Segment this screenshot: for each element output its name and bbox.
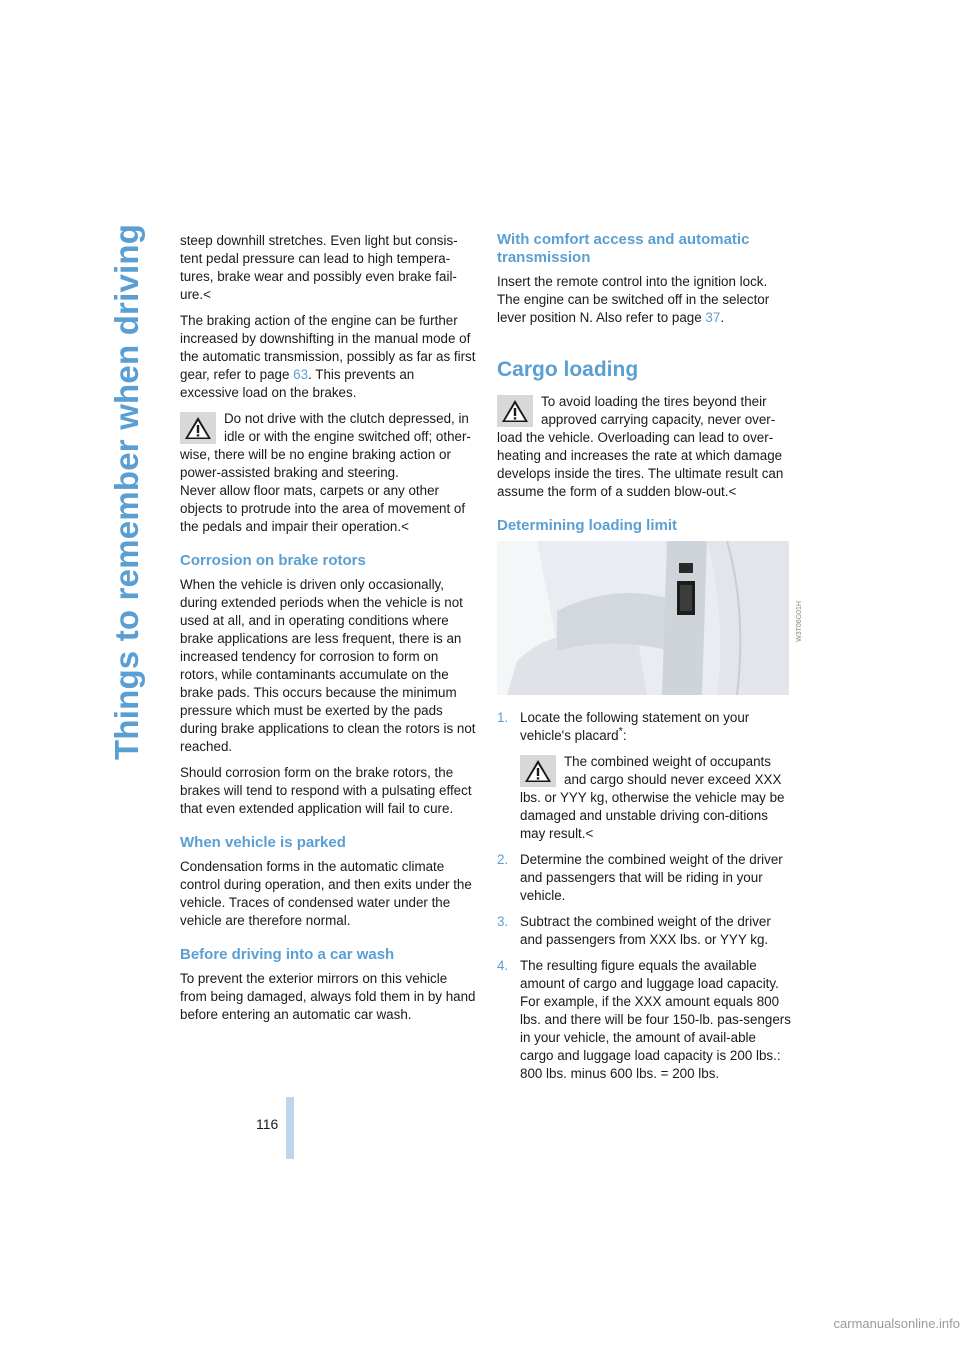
step-number: 4. xyxy=(497,958,509,973)
left-column xyxy=(180,232,476,1032)
section-heading: Determining loading limit xyxy=(497,517,678,534)
paragraph: steep downhill stretches. Even light but consis-tent pedal pressure can lead to high tempera-tures, brake wear and possibly even brake fail-ure.< xyxy=(180,233,458,302)
step-number: 1. xyxy=(497,710,509,725)
section-heading: With comfort access and automatic transmission xyxy=(497,231,750,266)
paragraph: Condensation forms in the automatic climate control during operation, and then exits under the vehicle. Traces of condensed water under the vehicle are therefore normal. xyxy=(180,859,472,928)
asterisk-mark: * xyxy=(618,725,623,738)
section-heading: Corrosion on brake rotors xyxy=(180,552,366,569)
warning-text: Never allow floor mats, carpets or any other objects to protrude into the area of movement of the pedals and impair their operation.< xyxy=(180,483,466,534)
list-item: 4. The resulting figure equals the available amount of cargo and luggage load capacity. For example, if the XXX amount equals 800 lbs. and there will be four 150-lb. pas-sengers in your vehicle, the amount of avail-able cargo and luggage load capacity is 200 lbs.: 800 lbs. minus 600 lbs. = 200 lbs. xyxy=(497,958,791,1081)
watermark: carmanualsonline.info xyxy=(833,1316,960,1331)
right-column xyxy=(497,231,803,1091)
step-number: 2. xyxy=(497,852,509,867)
page-marker-bar xyxy=(286,1097,294,1159)
warning-text: To avoid loading the tires beyond their approved carrying capacity, never over-load the vehicle. Overloading can lead to over-heating and increases the rate at which damage develops inside the tires. The ultimate result can assume the form of a sudden blow-out.< xyxy=(497,394,784,499)
warning-triangle-icon xyxy=(497,395,533,427)
chapter-title: Things to remember when driving xyxy=(108,223,145,760)
list-item: 3. Subtract the combined weight of the driver and passengers from XXX lbs. or YYY kg. xyxy=(497,914,771,947)
paragraph: When the vehicle is driven only occasionally, during extended periods when the vehicle is not used at all, and in operating conditions where brake applications are less frequent, there is an increased tendency for corrosion to form on rotors, while contaminants accumulate on the brake pads. This occurs because the minimum pressure which must be exerted by the pads during brake applications to clean the rotors is not reached. xyxy=(180,577,476,754)
figure-code: W3T06G01H xyxy=(796,601,803,642)
paragraph: The braking action of the engine can be further increased by downshifting in the manual mode of the automatic transmission, possibly as far as first gear, refer to page 63. This prevents an excessive load on the brakes. xyxy=(180,313,476,400)
warning-text: The combined weight of occupants and cargo should never exceed XXX lbs. or YYY kg, otherwise the vehicle may be damaged and unstable driving con-ditions may result.< xyxy=(520,754,785,841)
paragraph: Should corrosion form on the brake rotors, the brakes will tend to respond with a pulsating effect that even extended application will fail to cure. xyxy=(180,765,472,816)
warning-text: Do not drive with the clutch depressed, in idle or with the engine switched off; other-wise, there will be no engine braking action or power-assisted braking and steering. xyxy=(180,411,471,480)
warning-note xyxy=(497,393,793,501)
step-number: 3. xyxy=(497,914,509,929)
section-title: Cargo loading xyxy=(497,358,639,381)
page-link[interactable]: 37 xyxy=(705,310,721,325)
list-item: 2. Determine the combined weight of the driver and passengers that will be riding in your vehicle. xyxy=(497,852,783,903)
warning-triangle-icon xyxy=(520,755,556,787)
warning-note xyxy=(520,753,793,843)
section-heading: Before driving into a car wash xyxy=(180,946,395,963)
section-heading: When vehicle is parked xyxy=(180,834,346,851)
vehicle-interior-photo xyxy=(497,541,803,695)
paragraph: Insert the remote control into the ignition lock. The engine can be switched off in the selector lever position N. Also refer to page 37. xyxy=(497,274,770,325)
page-number: 116 xyxy=(256,1116,279,1132)
paragraph: To prevent the exterior mirrors on this vehicle from being damaged, always fold them in by hand before entering an automatic car wash. xyxy=(180,971,476,1022)
step-list xyxy=(497,709,793,1083)
warning-triangle-icon xyxy=(180,412,216,444)
list-item: 1. Locate the following statement on your vehicle's placard*: The combined weight of occupants and cargo should never exceed XXX lbs. or YYY kg, otherwise the vehicle may be damaged and unstable driving con-ditions may result.< xyxy=(497,709,793,843)
page-link[interactable]: 63 xyxy=(293,367,309,382)
warning-note xyxy=(180,410,476,536)
